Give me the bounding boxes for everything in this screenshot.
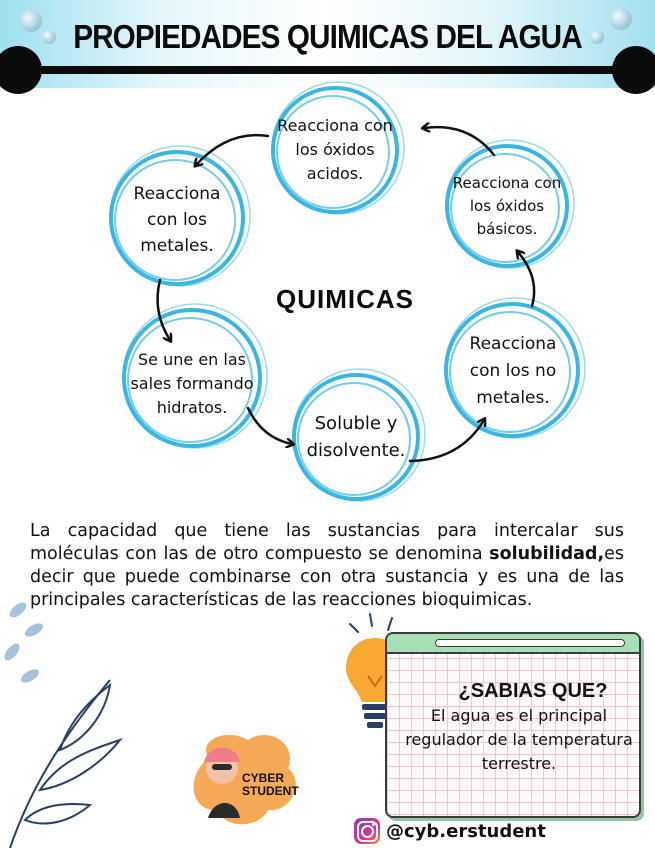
logo-line-2: STUDENT — [242, 784, 299, 798]
fact-box-title: ¿SABIAS QUE? — [458, 680, 608, 702]
page-title: PROPIEDADES QUIMICAS DEL AGUA — [73, 18, 582, 55]
node-oxidos-acidos: Reacciona con los óxidos acidos. — [277, 116, 393, 183]
did-you-know-box — [385, 632, 641, 818]
node-metales: Reacciona con los metales. — [133, 184, 221, 256]
node-no-metales: Reacciona con los no metales. — [469, 333, 557, 408]
instagram-icon[interactable] — [354, 818, 380, 844]
paragraph-lead: La capacidad que tiene las sustancias para intercalar sus moléculas con las de otro compuesto se denomina — [30, 521, 624, 564]
fact-box-titlebar — [387, 634, 639, 654]
node-oxidos-basicos: Reacciona con los óxidos básicos. — [452, 173, 562, 238]
logo-line-1: CYBER — [242, 771, 285, 785]
leaf-branch-icon — [0, 590, 140, 848]
social-footer — [354, 818, 546, 844]
fact-box-text: El agua es el principal regulador de la temperatura terrestre. — [405, 706, 633, 773]
diagram-center-label: QUIMICAS — [276, 284, 414, 314]
node-soluble: Soluble y disolvente. — [306, 413, 406, 461]
paragraph-tail: es decir que puede combinarse con otra sustancia y es una de las principales características de las reacciones bioquimicas. — [30, 544, 624, 610]
logo-wordmark — [242, 772, 322, 798]
arrow-icon — [248, 408, 292, 444]
paragraph-bold-term: solubilidad, — [489, 544, 605, 564]
fact-box-slider — [435, 639, 625, 647]
node-sales: Se une en las sales formando hidratos. — [130, 350, 254, 417]
instagram-handle[interactable]: @cyb.erstudent — [386, 820, 546, 842]
arrow-icon — [410, 420, 484, 461]
